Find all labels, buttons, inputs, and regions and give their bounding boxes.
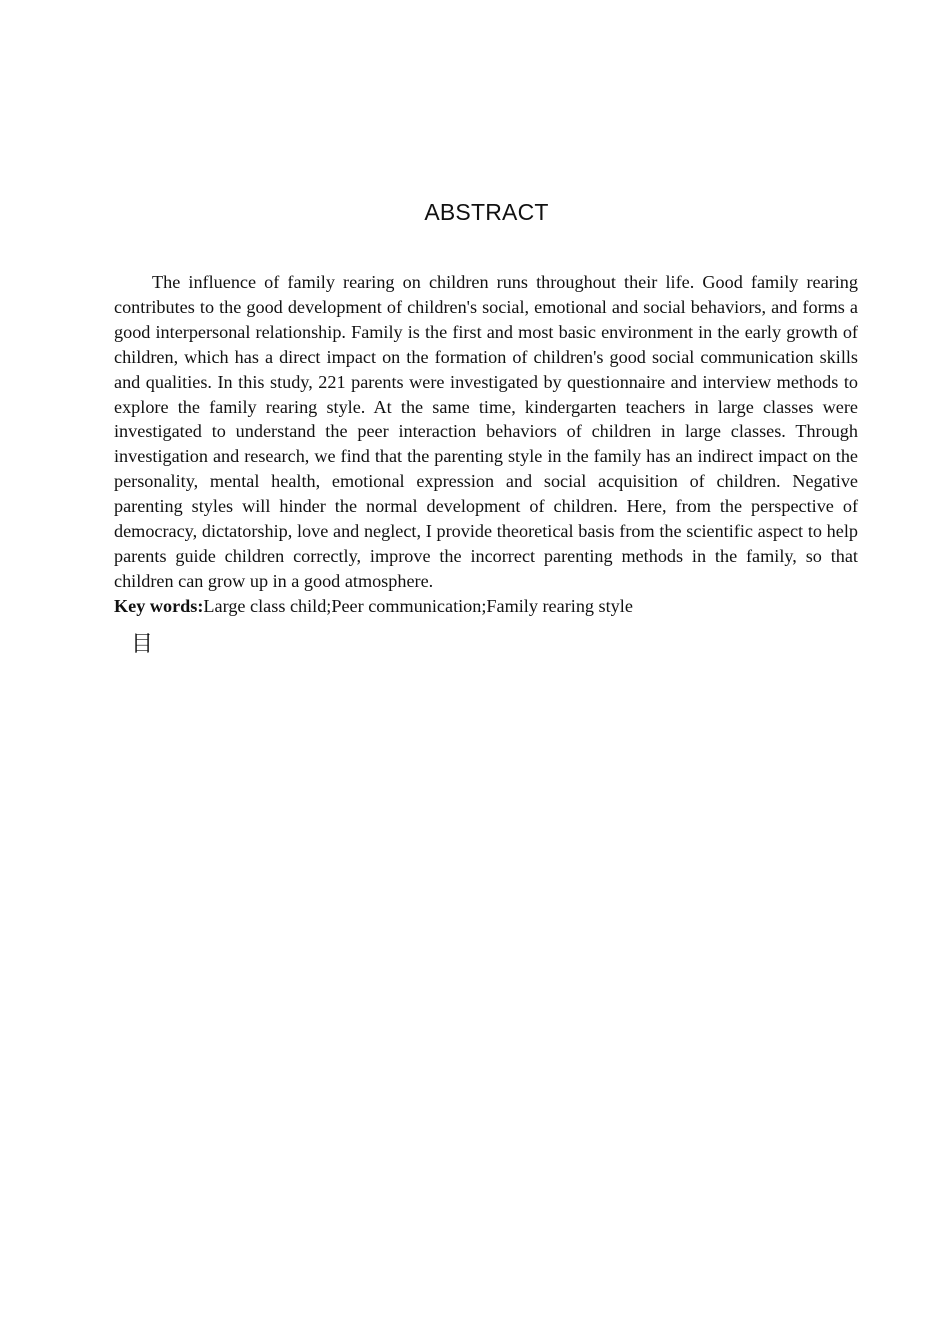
abstract-title: ABSTRACT [424, 199, 549, 225]
abstract-body: The influence of family rearing on children runs throughout their life. Good family rearing contributes to the good development of children's social, emotional and social behaviors, and forms a good interpersonal relationship. Family is the first and most basic environment in the early growth of children, which has a direct impact on the formation of children's good social communication skills and qualities. In this study, 221 parents were investigated by questionnaire and interview methods to explore the family rearing style. At the same time, kindergarten teachers in large classes were investigated to understand the peer interaction behaviors of children in large classes. Through investigation and research, we find that the parenting style in the family has an indirect impact on the personality, mental health, emotional expression and social acquisition of children. Negative parenting styles will hinder the normal development of children. Here, from the perspective of democracy, dictatorship, love and neglect, I provide theoretical basis from the scientific aspect to help parents guide children correctly, improve the incorrect parenting methods in the family, so that children can grow up in a good atmosphere. [114, 272, 858, 591]
keywords-value: Large class child;Peer communication;Family rearing style [203, 596, 633, 616]
keywords-line [114, 594, 858, 619]
keywords-label: Key words: [114, 596, 204, 616]
toc-heading-fragment: 目 [131, 632, 154, 657]
